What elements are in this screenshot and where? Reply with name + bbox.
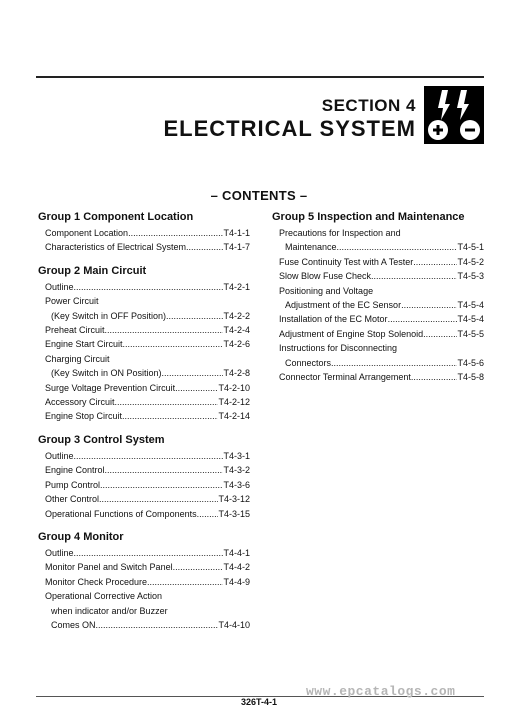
entry-title-line: (Key Switch in OFF Position) <box>51 310 167 321</box>
page-number: T4-4-9 <box>223 576 250 587</box>
dot-leader <box>388 312 458 326</box>
dot-leader <box>423 327 457 341</box>
entry-title-line: Outline <box>45 547 74 558</box>
entry-title-line: Accessory Circuit <box>45 397 115 408</box>
toc-entry[interactable] <box>38 478 250 492</box>
group-title: Group 2 Main Circuit <box>38 264 147 277</box>
entry-title-line: Component Location <box>45 228 129 238</box>
dot-leader <box>331 356 457 370</box>
dot-leader <box>175 381 218 395</box>
dot-leader <box>162 366 224 380</box>
toc-group <box>38 210 250 255</box>
page-id: 326T-4-1 <box>240 697 278 707</box>
dot-leader <box>128 226 223 240</box>
entry-title-line: Engine Control <box>45 465 105 476</box>
dot-leader <box>123 337 224 351</box>
page-number: T4-5-8 <box>457 372 484 383</box>
page-number: T4-2-2 <box>223 310 250 321</box>
contents-heading: – CONTENTS – <box>210 188 308 203</box>
page-number: T4-5-3 <box>457 271 484 282</box>
toc-entry[interactable] <box>38 352 250 381</box>
entry-title-line: Installation of the EC Motor <box>279 314 388 325</box>
toc-entry[interactable] <box>38 280 250 294</box>
toc-entry[interactable] <box>272 341 484 370</box>
toc-entry[interactable] <box>272 284 484 313</box>
entry-title-line: Outline <box>45 281 74 292</box>
toc-entry[interactable] <box>38 226 250 240</box>
section-label: SECTION 4 <box>321 96 416 115</box>
electrical-plus-minus-icon <box>424 86 484 144</box>
entry-title-line: Operational Functions of Components <box>45 508 197 519</box>
toc-entry[interactable] <box>272 312 484 326</box>
page-number: T4-3-12 <box>218 494 250 505</box>
toc-entry[interactable] <box>38 589 250 632</box>
dot-leader <box>186 240 223 254</box>
dot-leader <box>74 449 224 463</box>
toc-entry[interactable] <box>38 560 250 574</box>
group-title: Group 1 Component Location <box>38 211 194 223</box>
page-number: T4-2-14 <box>218 411 250 422</box>
toc-entry[interactable] <box>272 255 484 269</box>
dot-leader <box>99 492 218 506</box>
toc-group <box>38 264 250 424</box>
top-rule <box>36 76 484 78</box>
entry-title-line: Pump Control <box>45 479 101 490</box>
dot-leader <box>105 463 224 477</box>
dot-leader <box>100 478 223 492</box>
dot-leader <box>74 280 224 294</box>
page-number: T4-4-1 <box>223 547 250 558</box>
toc-entry[interactable] <box>38 395 250 409</box>
section-title: ELECTRICAL SYSTEM <box>163 116 416 141</box>
page-number: T4-3-15 <box>218 508 250 519</box>
toc-entry[interactable] <box>38 449 250 463</box>
toc-entry[interactable] <box>38 323 250 337</box>
page-number: T4-2-4 <box>223 325 250 336</box>
group-title: Group 5 Inspection and Maintenance <box>272 211 465 223</box>
toc-entry[interactable] <box>38 507 250 521</box>
entry-title-line: when indicator and/or Buzzer <box>51 605 168 616</box>
dot-leader <box>74 546 224 560</box>
toc-entry[interactable] <box>38 294 250 323</box>
page-number: T4-5-4 <box>457 300 484 311</box>
entry-title-line: Preheat Circuit <box>45 325 105 336</box>
entry-title-line: Slow Blow Fuse Check <box>279 271 372 282</box>
page-number: T4-5-4 <box>457 314 484 325</box>
dot-leader <box>401 298 457 312</box>
group-title: Group 3 Control System <box>38 433 165 446</box>
dot-leader <box>166 309 223 323</box>
page-number: T4-2-10 <box>218 382 250 393</box>
page-number: T4-4-10 <box>218 619 250 630</box>
page-number: T4-5-6 <box>457 357 484 368</box>
entry-title-line: Precautions for Inspection and <box>279 228 401 238</box>
toc-entry[interactable] <box>38 409 250 423</box>
toc-entry[interactable] <box>38 575 250 589</box>
group-title: Group 4 Monitor <box>38 530 124 543</box>
page-number: T4-5-1 <box>457 242 484 253</box>
dot-leader <box>337 240 458 254</box>
page-number: T4-2-1 <box>223 281 250 292</box>
toc-entry[interactable] <box>38 337 250 351</box>
entry-title-line: Surge Voltage Prevention Circuit <box>45 382 176 393</box>
entry-title-line: Outline <box>45 450 74 461</box>
entry-title-line: Comes ON <box>51 619 96 630</box>
entry-title-line: Power Circuit <box>45 296 99 307</box>
entry-title-line: Connector Terminal Arrangement <box>279 372 411 383</box>
page-number: T4-2-12 <box>218 397 250 408</box>
dot-leader <box>96 618 219 632</box>
toc-group <box>38 530 250 632</box>
page-number: T4-2-8 <box>223 368 250 379</box>
entry-title-line: Other Control <box>45 494 100 505</box>
page-number: T4-5-2 <box>457 256 484 267</box>
entry-title-line: Fuse Continuity Test with A Tester <box>279 256 414 267</box>
toc-entry[interactable] <box>38 492 250 506</box>
toc-group <box>38 433 250 521</box>
dot-leader <box>411 370 458 384</box>
toc-entry[interactable] <box>272 269 484 283</box>
entry-title-line: Adjustment of Engine Stop Solenoid <box>279 328 424 339</box>
dot-leader <box>371 269 457 283</box>
page-number: T4-4-2 <box>223 562 250 573</box>
toc-entry[interactable] <box>38 463 250 477</box>
dot-leader <box>105 323 224 337</box>
entry-title-line: Connectors <box>285 357 332 368</box>
page-number: T4-1-1 <box>223 228 250 238</box>
entry-title-line: Monitor Panel and Switch Panel <box>45 562 173 573</box>
watermark: www.epcatalogs.com <box>306 684 456 699</box>
toc-right-column <box>272 210 484 393</box>
page-number: T4-3-1 <box>223 450 250 461</box>
page-number: T4-2-6 <box>223 339 250 350</box>
toc-entry[interactable] <box>272 370 484 384</box>
entry-title-line: Characteristics of Electrical System <box>45 242 187 253</box>
dot-leader <box>147 575 223 589</box>
dot-leader <box>122 409 218 423</box>
dot-leader <box>197 507 219 521</box>
toc-entry[interactable] <box>272 327 484 341</box>
toc-entry[interactable] <box>38 240 250 254</box>
entry-title-line: Positioning and Voltage <box>279 285 374 296</box>
page-number: T4-5-5 <box>457 328 484 339</box>
toc-entry[interactable] <box>38 546 250 560</box>
entry-title-line: Operational Corrective Action <box>45 591 163 602</box>
toc-group <box>272 210 484 384</box>
dot-leader <box>413 255 457 269</box>
page-number: T4-1-7 <box>223 242 250 253</box>
dot-leader <box>173 560 224 574</box>
toc-entry[interactable] <box>38 381 250 395</box>
entry-title-line: Engine Stop Circuit <box>45 411 123 422</box>
entry-title-line: Instructions for Disconnecting <box>279 343 398 354</box>
page-number: T4-3-2 <box>223 465 250 476</box>
dot-leader <box>115 395 219 409</box>
entry-title-line: Maintenance <box>285 242 337 253</box>
entry-title-line: (Key Switch in ON Position) <box>51 368 162 379</box>
toc-entry[interactable] <box>272 226 484 255</box>
entry-title-line: Charging Circuit <box>45 353 110 364</box>
entry-title-line: Engine Start Circuit <box>45 339 123 350</box>
entry-title-line: Adjustment of the EC Sensor <box>285 300 402 311</box>
entry-title-line: Monitor Check Procedure <box>45 576 148 587</box>
toc-left-column <box>38 210 250 641</box>
page-number: T4-3-6 <box>223 479 250 490</box>
